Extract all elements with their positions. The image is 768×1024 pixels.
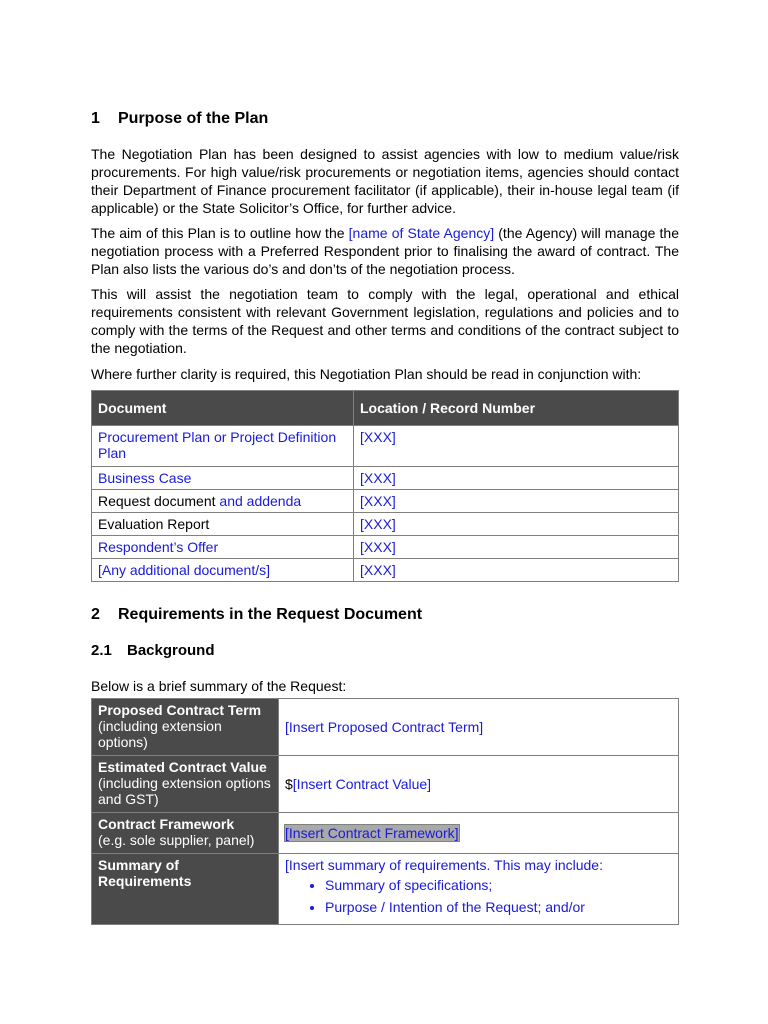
- doc-cell: Procurement Plan or Project Definition Plan: [92, 426, 354, 467]
- subsection-number: 2.1: [91, 642, 112, 659]
- doc-cell: [Any additional document/s]: [92, 559, 354, 582]
- doc-cell: Respondent’s Offer: [92, 536, 354, 559]
- summary-value-cell: [279, 756, 679, 813]
- request-summary-table: [91, 698, 679, 925]
- contract-framework-placeholder: [Insert Contract Framework]: [285, 825, 459, 841]
- header-document: Document: [92, 391, 354, 426]
- location-cell: [XXX]: [354, 490, 679, 513]
- doc-cell: [92, 490, 354, 513]
- doc-cell: Business Case: [92, 467, 354, 490]
- summary-label: Summary of Requirements: [98, 857, 192, 889]
- location-cell: [XXX]: [354, 513, 679, 536]
- requirements-bullet-list: [285, 877, 672, 915]
- subsection-title: Background: [127, 642, 215, 659]
- location-cell: [XXX]: [354, 536, 679, 559]
- table-header-row: [92, 391, 679, 426]
- para2-text-before: The aim of this Plan is to outline how the: [91, 225, 349, 241]
- table-row: [92, 813, 679, 854]
- doc-cell-text: Request document: [98, 493, 220, 509]
- currency-prefix: $: [285, 776, 293, 792]
- section-1-title: Purpose of the Plan: [118, 110, 269, 127]
- section-2-heading: [91, 606, 679, 624]
- purpose-paragraph-1: The Negotiation Plan has been designed to assist agencies with low to medium value/risk procurements. For high value/risk procurements or negotiation items, agencies should contact their Department of Finance procurement facilitator (if applicable), their in-house legal team (if applicable) or the State Solicitor’s Office, for further advice.: [91, 146, 679, 216]
- table-row: [92, 559, 679, 582]
- header-location: Location / Record Number: [354, 391, 679, 426]
- summary-label: Estimated Contract Value: [98, 759, 267, 775]
- table-row: [92, 490, 679, 513]
- table-row: [92, 536, 679, 559]
- location-cell: [XXX]: [354, 559, 679, 582]
- summary-label: Proposed Contract Term: [98, 702, 262, 718]
- section-2-title: Requirements in the Request Document: [118, 606, 423, 623]
- table-row: [92, 467, 679, 490]
- summary-label-cell: [92, 813, 279, 854]
- table-row: [92, 699, 679, 756]
- summary-label-cell: [92, 756, 279, 813]
- summary-note: (including extension options and GST): [98, 775, 271, 807]
- summary-label-cell: [92, 854, 279, 925]
- doc-cell: Evaluation Report: [92, 513, 354, 536]
- para2-text-after: (the Agency) will manage the negotiation process with a Preferred Respondent prior to finalising the award of contract. The Plan also lists the various do’s and don’ts of the negotiation process.: [91, 225, 679, 277]
- agency-name-placeholder: [name of State Agency]: [348, 225, 495, 241]
- purpose-paragraph-4: Where further clarity is required, this Negotiation Plan should be read in conjunction with:: [91, 366, 642, 382]
- location-cell: [XXX]: [354, 467, 679, 490]
- table-row: [92, 513, 679, 536]
- section-1-number: 1: [91, 110, 100, 127]
- contract-value-placeholder: [Insert Contract Value]: [292, 776, 432, 792]
- list-item: • Summary of specifications;: [325, 877, 672, 893]
- table-row: [92, 426, 679, 467]
- location-cell: [XXX]: [354, 426, 679, 467]
- summary-value-cell: [Insert Proposed Contract Term]: [279, 699, 679, 756]
- background-intro: Below is a brief summary of the Request:: [91, 678, 347, 694]
- table-row: [92, 756, 679, 813]
- subsection-2-1-heading: [91, 642, 679, 659]
- table-row: [92, 854, 679, 925]
- section-2-number: 2: [91, 606, 100, 623]
- summary-note: (including extension options): [98, 718, 222, 750]
- summary-value-cell: [279, 813, 679, 854]
- summary-value-cell: [279, 854, 679, 925]
- doc-cell-addenda: and addenda: [219, 493, 302, 509]
- list-item: • Purpose / Intention of the Request; and/or: [325, 899, 672, 915]
- summary-label-cell: [92, 699, 279, 756]
- requirements-placeholder: [Insert summary of requirements. This may include:: [285, 857, 603, 873]
- purpose-paragraph-3: This will assist the negotiation team to comply with the legal, operational and ethical requirements consistent with relevant Government legislation, regulations and policies and to comply with the terms of the Request and other terms and conditions of the contract subject to the negotiation.: [91, 286, 679, 356]
- section-1-heading: [91, 110, 679, 128]
- summary-note: (e.g. sole supplier, panel): [98, 832, 255, 848]
- reference-documents-table: [91, 390, 679, 582]
- purpose-paragraph-2: [91, 224, 679, 278]
- summary-label: Contract Framework: [98, 816, 235, 832]
